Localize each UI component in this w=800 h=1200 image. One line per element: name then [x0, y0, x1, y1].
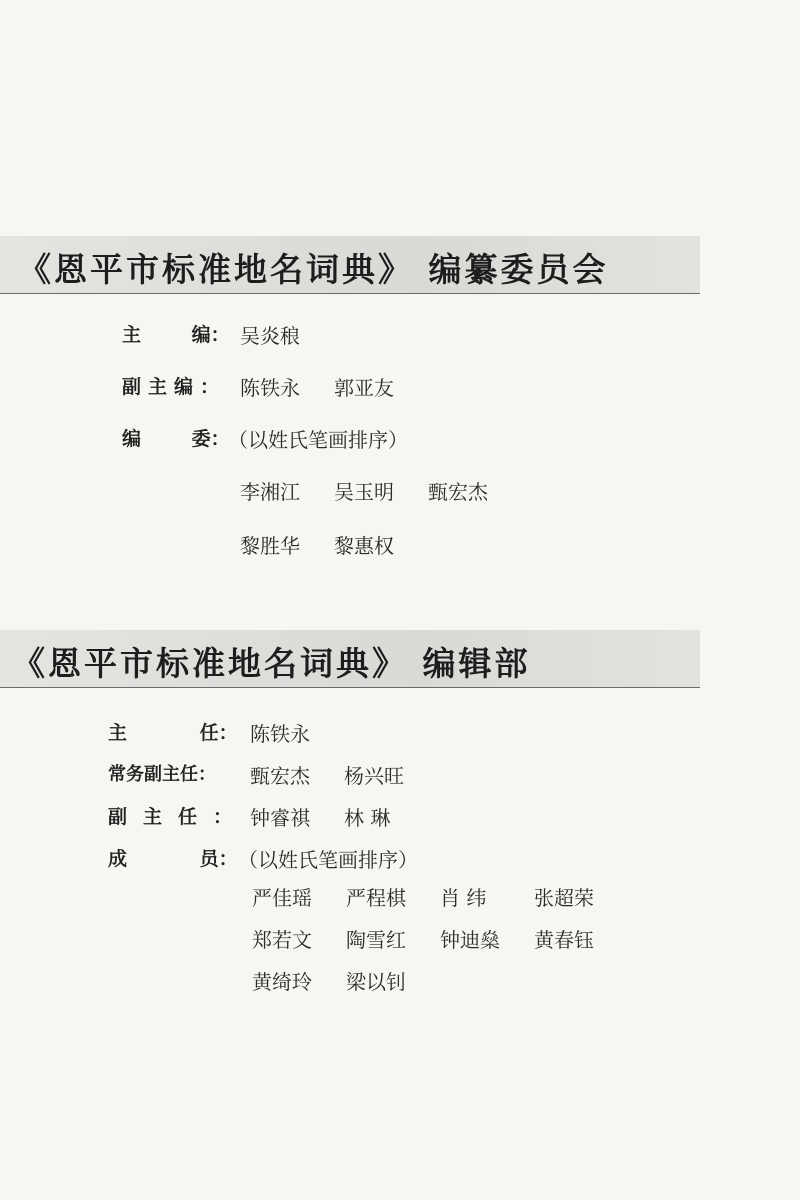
department-member-name: 陶雪红	[346, 928, 406, 952]
department-member-name: 郑若文	[252, 928, 312, 952]
department-exec-deputy-role: 常务副主任：	[108, 764, 216, 785]
committee-member-name: 吴玉明	[334, 480, 394, 504]
department-deputy-name: 林 琳	[344, 806, 391, 830]
committee-deputy-editor-name: 郭亚友	[334, 376, 394, 400]
department-members-line1	[252, 882, 594, 911]
committee-header	[0, 236, 700, 294]
department-deputy-role: 副主任：	[108, 806, 249, 828]
department-member-name: 严佳瑶	[252, 886, 312, 910]
committee-members-line2	[240, 530, 394, 559]
committee-members-role: 编 委：	[122, 428, 230, 450]
department-title: 《恩平市标准地名词典》 编辑部	[12, 644, 531, 683]
committee-members-note: （以姓氏笔画排序）	[228, 428, 408, 452]
department-member-name: 肖 纬	[440, 886, 487, 910]
committee-member-name: 黎惠权	[334, 534, 394, 558]
department-exec-deputy-name: 杨兴旺	[344, 764, 404, 788]
committee-deputy-editors-role: 副主编：	[122, 376, 227, 398]
committee-member-name: 黎胜华	[240, 534, 300, 558]
committee-chief-editor-role: 主 编：	[122, 324, 230, 346]
department-member-name: 梁以钊	[346, 970, 406, 994]
department-deputy-name: 钟睿祺	[250, 806, 310, 830]
committee-member-name: 甄宏杰	[428, 480, 488, 504]
department-director-name: 陈铁永	[250, 722, 310, 746]
department-member-name: 钟迪燊	[440, 928, 500, 952]
committee-deputy-editor-name: 陈铁永	[240, 376, 300, 400]
department-exec-deputy-name: 甄宏杰	[250, 764, 310, 788]
committee-members-line1	[240, 476, 488, 505]
department-members-line2	[252, 924, 594, 953]
department-header	[0, 630, 700, 688]
department-member-name: 严程棋	[346, 886, 406, 910]
committee-chief-editor-name: 吴炎稂	[240, 324, 300, 348]
department-members-note: （以姓氏笔画排序）	[238, 848, 418, 872]
committee-member-name: 李湘江	[240, 480, 300, 504]
committee-title: 《恩平市标准地名词典》 编纂委员会	[18, 250, 609, 289]
department-member-name: 黄绮玲	[252, 970, 312, 994]
department-director-role: 主 任：	[108, 722, 238, 744]
department-members-line3	[252, 966, 406, 995]
department-members-role: 成 员：	[108, 848, 238, 870]
department-member-name: 张超荣	[534, 886, 594, 910]
department-member-name: 黄春钰	[534, 928, 594, 952]
